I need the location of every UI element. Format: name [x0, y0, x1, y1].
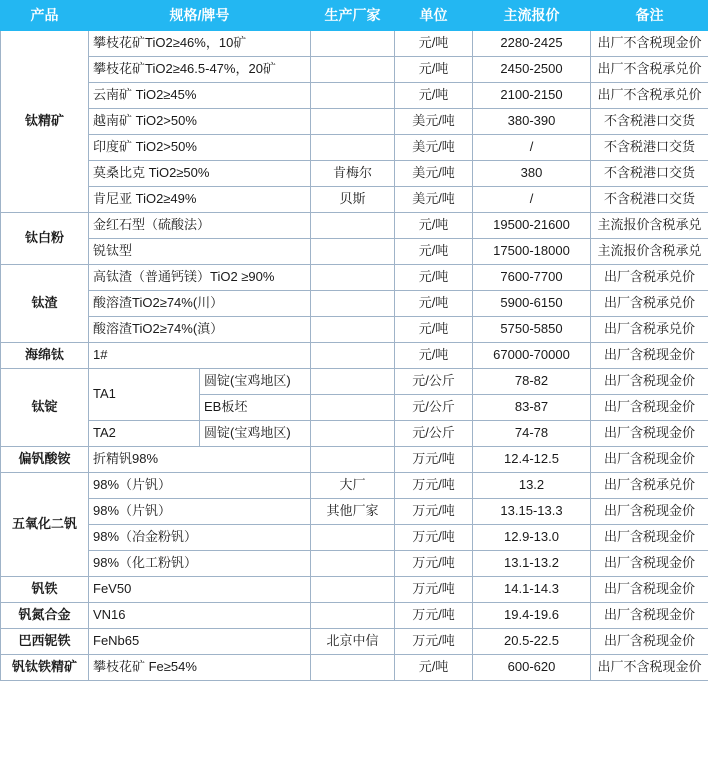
table-row — [1, 655, 708, 681]
cell-note: 出厂含税承兑价 — [591, 317, 708, 343]
cell-note: 出厂含税现金价 — [591, 551, 708, 577]
table-row — [1, 57, 708, 83]
cell-product: 钒钛铁精矿 — [1, 655, 89, 681]
cell-manufacturer — [311, 655, 395, 681]
cell-price: 7600-7700 — [473, 265, 591, 291]
table-row — [1, 525, 708, 551]
cell-price: 2280-2425 — [473, 31, 591, 57]
cell-price: 5900-6150 — [473, 291, 591, 317]
cell-unit: 元/吨 — [395, 655, 473, 681]
cell-spec: 折精钒98% — [89, 447, 311, 473]
cell-manufacturer — [311, 525, 395, 551]
table-body — [1, 31, 708, 681]
cell-product: 钛白粉 — [1, 213, 89, 265]
cell-price: 12.4-12.5 — [473, 447, 591, 473]
cell-note: 出厂含税现金价 — [591, 395, 708, 421]
cell-product: 钛渣 — [1, 265, 89, 343]
cell-manufacturer — [311, 83, 395, 109]
cell-note: 出厂不含税承兑价 — [591, 83, 708, 109]
cell-price: 78-82 — [473, 369, 591, 395]
cell-spec-grade: TA1 — [89, 369, 200, 421]
cell-spec-grade: TA2 — [89, 421, 200, 447]
cell-product: 钛锭 — [1, 369, 89, 447]
cell-price: / — [473, 135, 591, 161]
cell-price: 17500-18000 — [473, 239, 591, 265]
cell-product: 偏钒酸铵 — [1, 447, 89, 473]
cell-manufacturer — [311, 265, 395, 291]
cell-manufacturer — [311, 551, 395, 577]
cell-unit: 美元/吨 — [395, 187, 473, 213]
cell-note: 主流报价含税承兑 — [591, 239, 708, 265]
header-spec: 规格/牌号 — [89, 1, 311, 31]
cell-unit: 元/公斤 — [395, 395, 473, 421]
cell-spec: 攀枝花矿 Fe≥54% — [89, 655, 311, 681]
cell-manufacturer: 肯梅尔 — [311, 161, 395, 187]
header-row — [1, 1, 708, 31]
cell-spec: 越南矿 TiO2>50% — [89, 109, 311, 135]
cell-manufacturer — [311, 421, 395, 447]
table-row — [1, 291, 708, 317]
cell-manufacturer — [311, 109, 395, 135]
table-row — [1, 31, 708, 57]
cell-manufacturer — [311, 213, 395, 239]
cell-manufacturer — [311, 317, 395, 343]
header-price: 主流报价 — [473, 1, 591, 31]
cell-price: 600-620 — [473, 655, 591, 681]
cell-spec: 98%（化工粉钒） — [89, 551, 311, 577]
table-row — [1, 239, 708, 265]
cell-spec: 攀枝花矿TiO2≥46%，10矿 — [89, 31, 311, 57]
cell-price: / — [473, 187, 591, 213]
cell-note: 出厂含税承兑价 — [591, 265, 708, 291]
cell-price: 5750-5850 — [473, 317, 591, 343]
cell-price: 2450-2500 — [473, 57, 591, 83]
cell-spec: 酸溶渣TiO2≥74%(川） — [89, 291, 311, 317]
cell-price: 83-87 — [473, 395, 591, 421]
cell-note: 出厂不含税现金价 — [591, 655, 708, 681]
cell-note: 出厂不含税现金价 — [591, 31, 708, 57]
cell-spec: 98%（片钒） — [89, 473, 311, 499]
cell-manufacturer — [311, 291, 395, 317]
cell-note: 出厂含税现金价 — [591, 369, 708, 395]
cell-note: 出厂含税现金价 — [591, 499, 708, 525]
cell-price: 380 — [473, 161, 591, 187]
table-row — [1, 317, 708, 343]
cell-unit: 美元/吨 — [395, 161, 473, 187]
table-row — [1, 109, 708, 135]
cell-unit: 元/吨 — [395, 265, 473, 291]
cell-spec: 1# — [89, 343, 311, 369]
cell-note: 不含税港口交货 — [591, 135, 708, 161]
cell-price: 13.2 — [473, 473, 591, 499]
table-row — [1, 629, 708, 655]
cell-manufacturer — [311, 603, 395, 629]
cell-manufacturer — [311, 343, 395, 369]
table-row — [1, 187, 708, 213]
cell-spec: FeV50 — [89, 577, 311, 603]
cell-product: 海绵钛 — [1, 343, 89, 369]
cell-manufacturer — [311, 135, 395, 161]
cell-manufacturer — [311, 577, 395, 603]
table-row — [1, 161, 708, 187]
cell-manufacturer: 北京中信 — [311, 629, 395, 655]
cell-unit: 元/吨 — [395, 213, 473, 239]
header-product: 产品 — [1, 1, 89, 31]
cell-price: 19500-21600 — [473, 213, 591, 239]
cell-note: 出厂含税承兑价 — [591, 291, 708, 317]
cell-price: 20.5-22.5 — [473, 629, 591, 655]
header-unit: 单位 — [395, 1, 473, 31]
table-row — [1, 265, 708, 291]
cell-unit: 万元/吨 — [395, 551, 473, 577]
cell-unit: 元/吨 — [395, 343, 473, 369]
cell-unit: 万元/吨 — [395, 603, 473, 629]
cell-spec: 98%（冶金粉钒） — [89, 525, 311, 551]
cell-unit: 元/吨 — [395, 83, 473, 109]
table-row — [1, 551, 708, 577]
cell-spec: VN16 — [89, 603, 311, 629]
cell-price: 67000-70000 — [473, 343, 591, 369]
cell-note: 出厂含税承兑价 — [591, 473, 708, 499]
cell-unit: 万元/吨 — [395, 447, 473, 473]
cell-unit: 元/吨 — [395, 317, 473, 343]
cell-spec: 莫桑比克 TiO2≥50% — [89, 161, 311, 187]
cell-manufacturer: 大厂 — [311, 473, 395, 499]
cell-spec: 酸溶渣TiO2≥74%(滇） — [89, 317, 311, 343]
cell-unit: 万元/吨 — [395, 525, 473, 551]
table-row — [1, 499, 708, 525]
cell-unit: 万元/吨 — [395, 499, 473, 525]
cell-note: 出厂含税现金价 — [591, 577, 708, 603]
cell-spec: FeNb65 — [89, 629, 311, 655]
table-row — [1, 135, 708, 161]
cell-price: 12.9-13.0 — [473, 525, 591, 551]
table-row — [1, 343, 708, 369]
cell-spec-form: EB板坯 — [200, 395, 311, 421]
cell-note: 不含税港口交货 — [591, 161, 708, 187]
cell-note: 出厂含税现金价 — [591, 447, 708, 473]
cell-price: 13.15-13.3 — [473, 499, 591, 525]
cell-spec: 高钛渣（普通钙镁）TiO2 ≥90% — [89, 265, 311, 291]
cell-price: 74-78 — [473, 421, 591, 447]
table-row — [1, 369, 708, 395]
cell-spec: 98%（片钒） — [89, 499, 311, 525]
cell-unit: 元/公斤 — [395, 369, 473, 395]
cell-spec: 肯尼亚 TiO2≥49% — [89, 187, 311, 213]
cell-manufacturer: 贝斯 — [311, 187, 395, 213]
cell-spec-form: 圆锭(宝鸡地区) — [200, 421, 311, 447]
cell-note: 出厂含税现金价 — [591, 421, 708, 447]
cell-unit: 元/吨 — [395, 57, 473, 83]
cell-product: 钛精矿 — [1, 31, 89, 213]
cell-spec: 印度矿 TiO2>50% — [89, 135, 311, 161]
cell-price: 13.1-13.2 — [473, 551, 591, 577]
cell-unit: 元/公斤 — [395, 421, 473, 447]
table-header — [1, 1, 708, 31]
cell-spec: 锐钛型 — [89, 239, 311, 265]
cell-manufacturer — [311, 239, 395, 265]
cell-unit: 元/吨 — [395, 239, 473, 265]
cell-unit: 万元/吨 — [395, 577, 473, 603]
cell-manufacturer: 其他厂家 — [311, 499, 395, 525]
cell-spec-form: 圆锭(宝鸡地区) — [200, 369, 311, 395]
header-manufacturer: 生产厂家 — [311, 1, 395, 31]
cell-note: 主流报价含税承兑 — [591, 213, 708, 239]
cell-unit: 美元/吨 — [395, 109, 473, 135]
cell-note: 出厂不含税承兑价 — [591, 57, 708, 83]
table-row — [1, 213, 708, 239]
table-row — [1, 603, 708, 629]
cell-unit: 万元/吨 — [395, 629, 473, 655]
cell-manufacturer — [311, 369, 395, 395]
cell-note: 不含税港口交货 — [591, 187, 708, 213]
header-note: 备注 — [591, 1, 708, 31]
cell-price: 14.1-14.3 — [473, 577, 591, 603]
cell-spec: 攀枝花矿TiO2≥46.5-47%，20矿 — [89, 57, 311, 83]
cell-price: 2100-2150 — [473, 83, 591, 109]
cell-spec: 云南矿 TiO2≥45% — [89, 83, 311, 109]
cell-unit: 元/吨 — [395, 291, 473, 317]
cell-note: 出厂含税现金价 — [591, 603, 708, 629]
cell-product: 巴西铌铁 — [1, 629, 89, 655]
cell-price: 380-390 — [473, 109, 591, 135]
cell-product: 钒氮合金 — [1, 603, 89, 629]
cell-unit: 万元/吨 — [395, 473, 473, 499]
cell-manufacturer — [311, 57, 395, 83]
cell-product: 钒铁 — [1, 577, 89, 603]
table-row — [1, 83, 708, 109]
table-row — [1, 577, 708, 603]
cell-manufacturer — [311, 395, 395, 421]
cell-product: 五氧化二钒 — [1, 473, 89, 577]
cell-price: 19.4-19.6 — [473, 603, 591, 629]
table-row — [1, 473, 708, 499]
cell-manufacturer — [311, 447, 395, 473]
cell-unit: 元/吨 — [395, 31, 473, 57]
cell-note: 出厂含税现金价 — [591, 629, 708, 655]
cell-note: 不含税港口交货 — [591, 109, 708, 135]
table-row — [1, 447, 708, 473]
cell-unit: 美元/吨 — [395, 135, 473, 161]
cell-manufacturer — [311, 31, 395, 57]
cell-spec: 金红石型（硫酸法） — [89, 213, 311, 239]
cell-note: 出厂含税现金价 — [591, 343, 708, 369]
table-row — [1, 421, 708, 447]
cell-note: 出厂含税现金价 — [591, 525, 708, 551]
